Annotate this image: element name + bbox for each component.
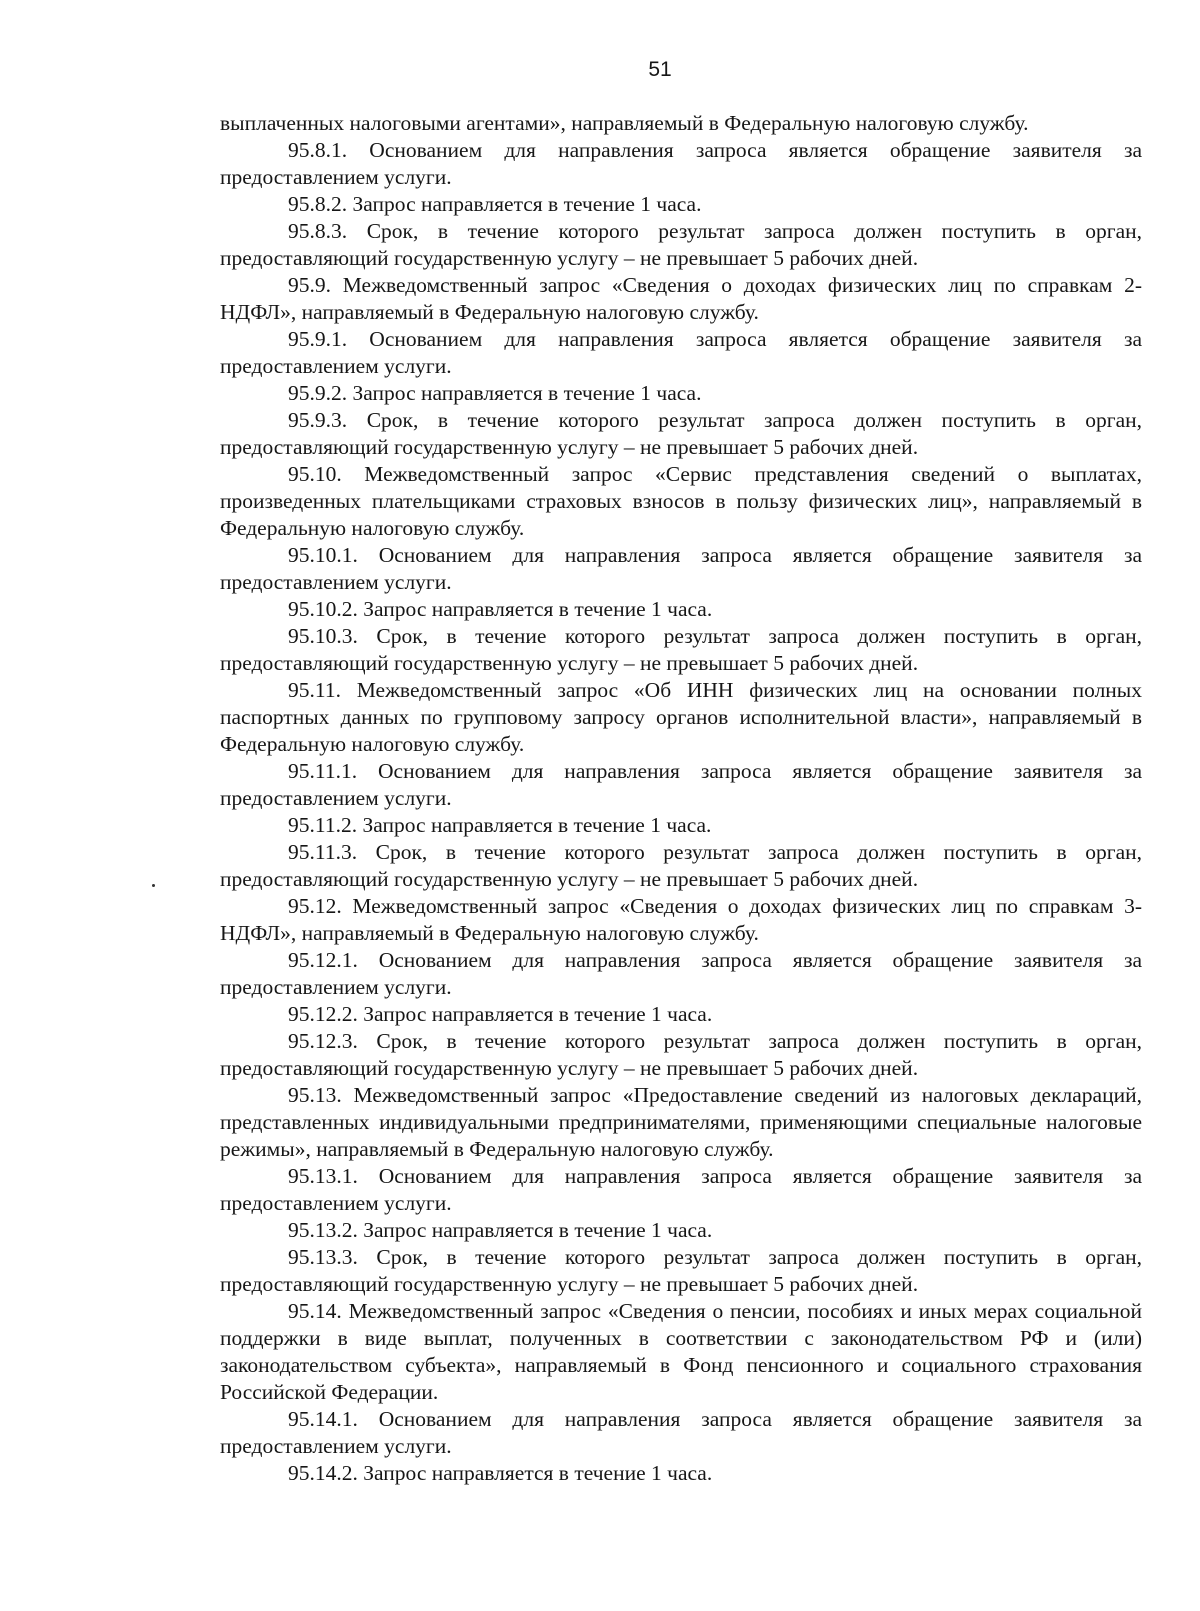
- paragraph-95-9-1: 95.9.1. Основанием для направления запроса является обращение заявителя за предоставлением услуги.: [220, 327, 1142, 378]
- paragraph-95-12-1: 95.12.1. Основанием для направления запроса является обращение заявителя за предоставлением услуги.: [220, 948, 1142, 999]
- paragraph-95-10-3: 95.10.3. Срок, в течение которого результат запроса должен поступить в орган, предоставляющий государственную услугу – не превышает 5 рабочих дней.: [220, 624, 1142, 675]
- paragraph-95-12-3: 95.12.3. Срок, в течение которого результат запроса должен поступить в орган, предоставляющий государственную услугу – не превышает 5 рабочих дней.: [220, 1029, 1142, 1080]
- paragraph-95-11: 95.11. Межведомственный запрос «Об ИНН физических лиц на основании полных паспортных данных по групповому запросу органов исполнительной власти», направляемый в Федеральную налоговую службу.: [220, 678, 1142, 756]
- paragraph-95-13: 95.13. Межведомственный запрос «Предоставление сведений из налоговых деклараций, представленных индивидуальными предпринимателями, применяющими специальные налоговые режимы», направляемый в Федеральную налоговую службу.: [220, 1083, 1142, 1161]
- paragraph-95-13-2: 95.13.2. Запрос направляется в течение 1 часа.: [288, 1218, 713, 1242]
- paragraph-95-10-1: 95.10.1. Основанием для направления запроса является обращение заявителя за предоставлением услуги.: [220, 543, 1142, 594]
- paragraph-95-9-3: 95.9.3. Срок, в течение которого результат запроса должен поступить в орган, предоставляющий государственную услугу – не превышает 5 рабочих дней.: [220, 408, 1142, 459]
- paragraph-95-14: 95.14. Межведомственный запрос «Сведения о пенсии, пособиях и иных мерах социальной поддержки в виде выплат, полученных в соответствии с законодательством РФ и (или) законодательством субъекта», направляемый в Фонд пенсионного и социального страхования Российской Федерации.: [220, 1299, 1142, 1404]
- page-number: 51: [648, 58, 672, 81]
- paragraph-95-12: 95.12. Межведомственный запрос «Сведения о доходах физических лиц по справкам 3-НДФЛ», направляемый в Федеральную налоговую службу.: [220, 894, 1142, 945]
- paragraph-95-13-3: 95.13.3. Срок, в течение которого результат запроса должен поступить в орган, предоставляющий государственную услугу – не превышает 5 рабочих дней.: [220, 1245, 1142, 1296]
- paragraph-95-12-2: 95.12.2. Запрос направляется в течение 1 часа.: [288, 1002, 713, 1026]
- paragraph-95-9-2: 95.9.2. Запрос направляется в течение 1 часа.: [288, 381, 702, 405]
- paragraph-95-8-3: 95.8.3. Срок, в течение которого результат запроса должен поступить в орган, предоставляющий государственную услугу – не превышает 5 рабочих дней.: [220, 219, 1142, 270]
- paragraph-95-10: 95.10. Межведомственный запрос «Сервис представления сведений о выплатах, произведенных плательщиками страховых взносов в пользу физических лиц», направляемый в Федеральную налоговую службу.: [220, 462, 1142, 540]
- paragraph-95-14-1: 95.14.1. Основанием для направления запроса является обращение заявителя за предоставлением услуги.: [220, 1407, 1142, 1458]
- paragraph-95-11-1: 95.11.1. Основанием для направления запроса является обращение заявителя за предоставлением услуги.: [220, 759, 1142, 810]
- scan-artifact-dot: [152, 884, 155, 887]
- document-body: [220, 110, 1142, 1487]
- paragraph-95-8-2: 95.8.2. Запрос направляется в течение 1 часа.: [288, 192, 702, 216]
- paragraph-95-8-1: 95.8.1. Основанием для направления запроса является обращение заявителя за предоставлением услуги.: [220, 138, 1142, 189]
- paragraph-95-10-2: 95.10.2. Запрос направляется в течение 1 часа.: [288, 597, 713, 621]
- paragraph-continuation: выплаченных налоговыми агентами», направляемый в Федеральную налоговую службу.: [220, 111, 1029, 135]
- paragraph-95-13-1: 95.13.1. Основанием для направления запроса является обращение заявителя за предоставлением услуги.: [220, 1164, 1142, 1215]
- paragraph-95-14-2: 95.14.2. Запрос направляется в течение 1 часа.: [288, 1461, 713, 1485]
- paragraph-95-9: 95.9. Межведомственный запрос «Сведения о доходах физических лиц по справкам 2-НДФЛ», направляемый в Федеральную налоговую службу.: [220, 273, 1142, 324]
- paragraph-95-11-2: 95.11.2. Запрос направляется в течение 1 часа.: [288, 813, 712, 837]
- paragraph-95-11-3: 95.11.3. Срок, в течение которого результат запроса должен поступить в орган, предоставляющий государственную услугу – не превышает 5 рабочих дней.: [220, 840, 1142, 891]
